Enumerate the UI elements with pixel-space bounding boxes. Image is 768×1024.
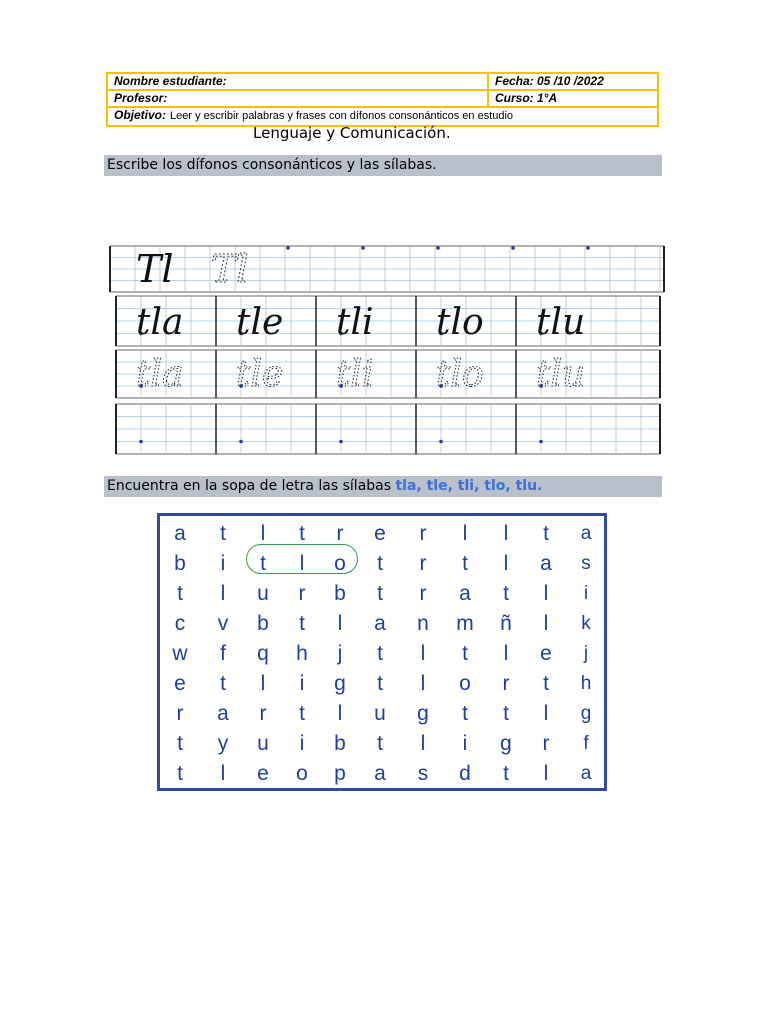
start-dot xyxy=(511,246,515,250)
word-search-row xyxy=(160,609,604,639)
writing-row-4 xyxy=(116,404,660,454)
word-search-letter: l xyxy=(420,672,426,695)
word-search-letter: f xyxy=(583,733,589,754)
start-dot xyxy=(539,440,543,444)
word-search-letter: t xyxy=(543,672,549,695)
word-search-letter: u xyxy=(257,582,269,605)
section-2-instruction-prefix: Encuentra en la sopa de letra las sílabas xyxy=(107,478,396,494)
word-search-letter: t xyxy=(177,582,183,605)
word-search-letter: t xyxy=(177,732,183,755)
date-label: Fecha: 05 /10 /2022 xyxy=(495,74,604,88)
syllable-trace: tli xyxy=(336,354,374,395)
word-search-letter: l xyxy=(462,522,468,545)
word-search-letter: i xyxy=(462,732,468,755)
start-dot xyxy=(361,246,365,250)
start-dot xyxy=(239,440,243,444)
word-search-letter: r xyxy=(502,672,510,695)
header-table xyxy=(106,72,659,127)
objective-label: Objetivo: xyxy=(114,108,167,122)
word-search-letter: t xyxy=(299,702,305,725)
handwriting-practice xyxy=(108,240,668,460)
word-search-letter: t xyxy=(503,582,509,605)
word-search-letter: i xyxy=(299,672,305,695)
word-search-letter: e xyxy=(374,522,386,545)
word-search-letter: w xyxy=(172,642,188,665)
word-search-letter: l xyxy=(299,552,305,575)
word-search-letter: b xyxy=(257,612,269,635)
word-search-letter: t xyxy=(377,732,383,755)
word-search-letter: b xyxy=(334,732,346,755)
word-search-letter: p xyxy=(334,762,346,785)
syllable-trace: tlo xyxy=(436,354,484,395)
word-search-letter: l xyxy=(337,612,343,635)
writing-row-1 xyxy=(110,246,664,292)
start-dot xyxy=(339,440,343,444)
word-search-letter: u xyxy=(257,732,269,755)
word-search-letter: l xyxy=(543,762,549,785)
word-search-letter: u xyxy=(374,702,386,725)
word-search-letter: t xyxy=(220,522,226,545)
word-search-letter: j xyxy=(583,643,589,664)
word-search-letter: i xyxy=(583,583,589,604)
found-word-circle xyxy=(246,544,358,574)
word-search-letter: b xyxy=(334,582,346,605)
word-search-letter: t xyxy=(377,642,383,665)
word-search-letter: h xyxy=(296,642,308,665)
word-search-letter: r xyxy=(419,582,427,605)
word-search-letter: c xyxy=(174,612,186,635)
start-dot xyxy=(586,246,590,250)
word-search-letter: m xyxy=(456,612,474,635)
word-search-letter: a xyxy=(374,612,386,635)
word-search-letter: t xyxy=(462,702,468,725)
word-search-letter: l xyxy=(420,732,426,755)
word-search-letter: l xyxy=(543,582,549,605)
word-search-letter: r xyxy=(419,522,427,545)
word-search-row xyxy=(160,669,604,699)
word-search-letter: r xyxy=(336,522,344,545)
word-search-letter: o xyxy=(334,552,346,575)
word-search-letter: q xyxy=(257,642,269,665)
word-search-letter: d xyxy=(459,762,471,785)
word-search-letter: t xyxy=(299,522,305,545)
word-search-letter: t xyxy=(220,672,226,695)
word-search-letter: t xyxy=(299,612,305,635)
word-search-letter: a xyxy=(374,762,386,785)
word-search-letter: g xyxy=(417,702,429,725)
section-1-instruction: Escribe los dífonos consonánticos y las sílabas. xyxy=(104,155,662,176)
word-search-letter: r xyxy=(419,552,427,575)
header-row-1 xyxy=(108,74,657,91)
word-search-letter: e xyxy=(540,642,552,665)
word-search-letter: g xyxy=(580,703,592,724)
subject-title: Lenguaje y Comunicación. xyxy=(253,124,451,142)
header-row-3 xyxy=(108,108,657,125)
word-search-letter: t xyxy=(503,762,509,785)
word-search-letter: l xyxy=(220,582,226,605)
start-dot xyxy=(436,246,440,250)
header-row-2 xyxy=(108,91,657,108)
word-search-letter: t xyxy=(377,582,383,605)
word-search-letter: r xyxy=(176,702,184,725)
word-search-letter: n xyxy=(417,612,429,635)
syllable-trace: tle xyxy=(236,354,284,395)
word-search-letter: l xyxy=(503,642,509,665)
objective-cell xyxy=(108,108,657,125)
word-search-letter: a xyxy=(540,552,552,575)
word-search-letter: h xyxy=(580,673,592,694)
word-search-letter: e xyxy=(257,762,269,785)
word-search-letter: j xyxy=(337,642,343,665)
word-search-letter: f xyxy=(220,642,226,665)
word-search-letter: t xyxy=(462,642,468,665)
cursive-sample: Tl xyxy=(136,247,174,291)
word-search-letter: a xyxy=(217,702,229,725)
word-search-letter: s xyxy=(417,762,429,785)
teacher-label: Profesor: xyxy=(108,91,489,106)
section-2-syllables: tla, tle, tli, tlo, tlu. xyxy=(395,478,543,494)
start-dot xyxy=(439,440,443,444)
start-dot xyxy=(139,440,143,444)
word-search-letter: o xyxy=(296,762,308,785)
student-name-label: Nombre estudiante: xyxy=(108,74,489,89)
word-search-letter: t xyxy=(503,702,509,725)
handwriting-grid xyxy=(108,240,668,460)
word-search-letter: t xyxy=(177,762,183,785)
word-search-letter: l xyxy=(543,612,549,635)
word-search-letter: l xyxy=(420,642,426,665)
word-search-letter: s xyxy=(581,553,591,574)
word-search-letter: e xyxy=(174,672,186,695)
word-search-letter: l xyxy=(337,702,343,725)
word-search-letter: g xyxy=(500,732,512,755)
syllable-trace: tla xyxy=(136,354,184,395)
word-search-letter: ñ xyxy=(500,612,512,635)
section-2-instruction xyxy=(104,476,662,497)
start-dot xyxy=(286,246,290,250)
word-search-row xyxy=(160,729,604,759)
word-search-letter: o xyxy=(459,672,471,695)
word-search-letter: i xyxy=(220,552,226,575)
syllable-sample: tli xyxy=(336,302,374,343)
word-search-letter: t xyxy=(543,522,549,545)
syllable-sample: tle xyxy=(236,302,284,343)
word-search-letter: g xyxy=(334,672,346,695)
word-search-letter: a xyxy=(580,763,592,784)
syllable-sample: tla xyxy=(136,302,184,343)
word-search-letter: t xyxy=(377,672,383,695)
course-label: Curso: 1°A xyxy=(495,91,558,105)
word-search-letter: r xyxy=(259,702,267,725)
word-search-letter: y xyxy=(217,732,229,755)
word-search-row xyxy=(160,549,604,579)
word-search-letter: b xyxy=(174,552,186,575)
word-search-row xyxy=(160,759,604,789)
word-search-grid xyxy=(157,513,607,791)
word-search-letter: l xyxy=(220,762,226,785)
word-search-letter: l xyxy=(503,552,509,575)
word-search-row xyxy=(160,639,604,669)
word-search-letter: r xyxy=(542,732,550,755)
word-search-letter: t xyxy=(377,552,383,575)
objective-text: Leer y escribir palabras y frases con dífonos consonánticos en estudio xyxy=(170,110,514,122)
word-search-letter: l xyxy=(503,522,509,545)
word-search-letter: t xyxy=(462,552,468,575)
word-search-letter: i xyxy=(299,732,305,755)
word-search-letter: l xyxy=(260,672,266,695)
word-search-letter: v xyxy=(217,612,229,635)
cursive-sample: Tl xyxy=(211,247,249,291)
word-search-letter: t xyxy=(260,552,266,575)
word-search-letter: r xyxy=(298,582,306,605)
syllable-sample: tlo xyxy=(436,302,484,343)
word-search-letter: l xyxy=(260,522,266,545)
word-search-letter: k xyxy=(581,613,591,634)
word-search-row xyxy=(160,579,604,609)
word-search-letter: a xyxy=(580,523,592,544)
syllable-trace: tlu xyxy=(536,354,586,395)
word-search-letter: l xyxy=(543,702,549,725)
word-search-letter: a xyxy=(459,582,471,605)
word-search-row xyxy=(160,519,604,549)
word-search-row xyxy=(160,699,604,729)
word-search-letter: a xyxy=(174,522,186,545)
syllable-sample: tlu xyxy=(536,302,586,343)
